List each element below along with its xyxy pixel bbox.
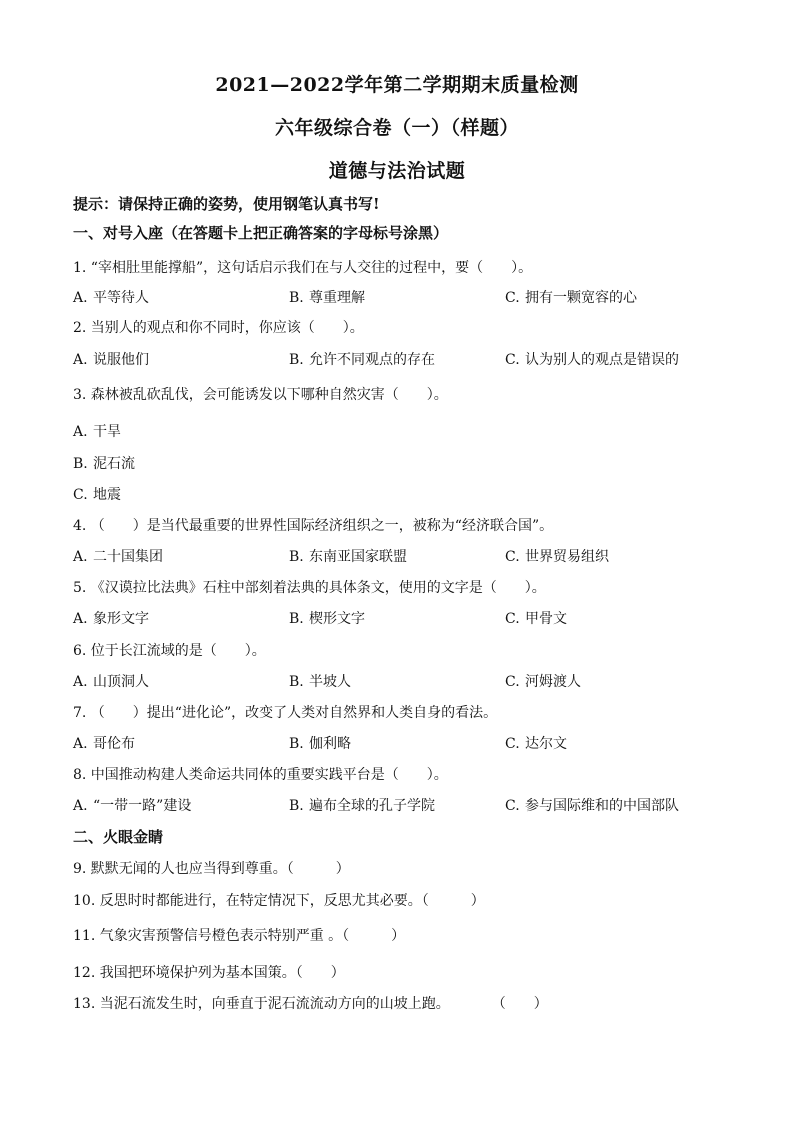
judgement-item-12: 12. 我国把环境保护列为基本国策。（ ） xyxy=(73,965,345,981)
q6-option-c: C. 河姆渡人 xyxy=(505,674,581,690)
question-7: 7. （ ）提出“进化论”，改变了人类对自然界和人类自身的看法。 xyxy=(73,705,498,721)
judgement-item-9: 9. 默默无闻的人也应当得到尊重。（ ） xyxy=(73,861,350,877)
q4-option-c: C. 世界贸易组织 xyxy=(505,549,609,565)
question-1: 1. “宰相肚里能撑船”，这句话启示我们在与人交往的过程中，要（ ）。 xyxy=(73,260,533,276)
section2-heading: 二、火眼金睛 xyxy=(73,828,164,846)
q6-option-a: A. 山顶洞人 xyxy=(73,674,149,690)
q4-option-b: B. 东南亚国家联盟 xyxy=(289,549,407,565)
q2-option-b: B. 允许不同观点的存在 xyxy=(289,352,435,368)
q1-option-a: A. 平等待人 xyxy=(73,290,149,306)
q2-option-a: A. 说服他们 xyxy=(73,352,149,368)
judgement-item-11: 11. 气象灾害预警信号橙色表示特别严重 。（ ） xyxy=(73,928,406,944)
question-3: 3. 森林被乱砍乱伐，会可能诱发以下哪种自然灾害（ ）。 xyxy=(73,387,448,403)
q3-option-c: C. 地震 xyxy=(73,487,121,503)
section1-heading: 一、对号入座（在答题卡上把正确答案的字母标号涂黑） xyxy=(73,224,449,242)
question-4: 4. （ ）是当代最重要的世界性国际经济组织之一，被称为“经济联合国”。 xyxy=(73,518,554,534)
q7-option-a: A. 哥伦布 xyxy=(73,736,135,752)
question-2: 2. 当别人的观点和你不同时，你应该（ ）。 xyxy=(73,320,364,336)
q5-option-b: B. 楔形文字 xyxy=(289,611,365,627)
q4-option-a: A. 二十国集团 xyxy=(73,549,163,565)
q8-option-a: A. “一带一路”建设 xyxy=(73,798,192,814)
tip-text: 提示：请保持正确的姿势，使用钢笔认真书写! xyxy=(73,195,380,213)
q7-option-b: B. 伽利略 xyxy=(289,736,351,752)
question-8: 8. 中国推动构建人类命运共同体的重要实践平台是（ ）。 xyxy=(73,767,448,783)
question-5: 5. 《汉谟拉比法典》石柱中部刻着法典的具体条文，使用的文字是（ ）。 xyxy=(73,580,546,596)
exam-subtitle: 六年级综合卷（一）（样题） xyxy=(274,117,519,139)
q2-option-c: C. 认为别人的观点是错误的 xyxy=(505,352,679,368)
exam-title: 2021—2022学年第二学期期末质量检测 xyxy=(215,74,579,96)
q5-option-c: C. 甲骨文 xyxy=(505,611,567,627)
judgement-item-13: 13. 当泥石流发生时，向垂直于泥石流流动方向的山坡上跑。 （ ） xyxy=(73,996,548,1012)
judgement-item-10: 10. 反思时时都能进行，在特定情况下，反思尤其必要。（ ） xyxy=(73,893,485,909)
q8-option-c: C. 参与国际维和的中国部队 xyxy=(505,798,679,814)
q1-option-c: C. 拥有一颗宽容的心 xyxy=(505,290,637,306)
q5-option-a: A. 象形文字 xyxy=(73,611,149,627)
subject-title: 道德与法治试题 xyxy=(328,160,466,182)
q6-option-b: B. 半坡人 xyxy=(289,674,351,690)
q3-option-a: A. 干旱 xyxy=(73,424,121,440)
q7-option-c: C. 达尔文 xyxy=(505,736,567,752)
q1-option-b: B. 尊重理解 xyxy=(289,290,365,306)
q8-option-b: B. 遍布全球的孔子学院 xyxy=(289,798,435,814)
question-6: 6. 位于长江流域的是（ ）。 xyxy=(73,643,266,659)
q3-option-b: B. 泥石流 xyxy=(73,456,135,472)
